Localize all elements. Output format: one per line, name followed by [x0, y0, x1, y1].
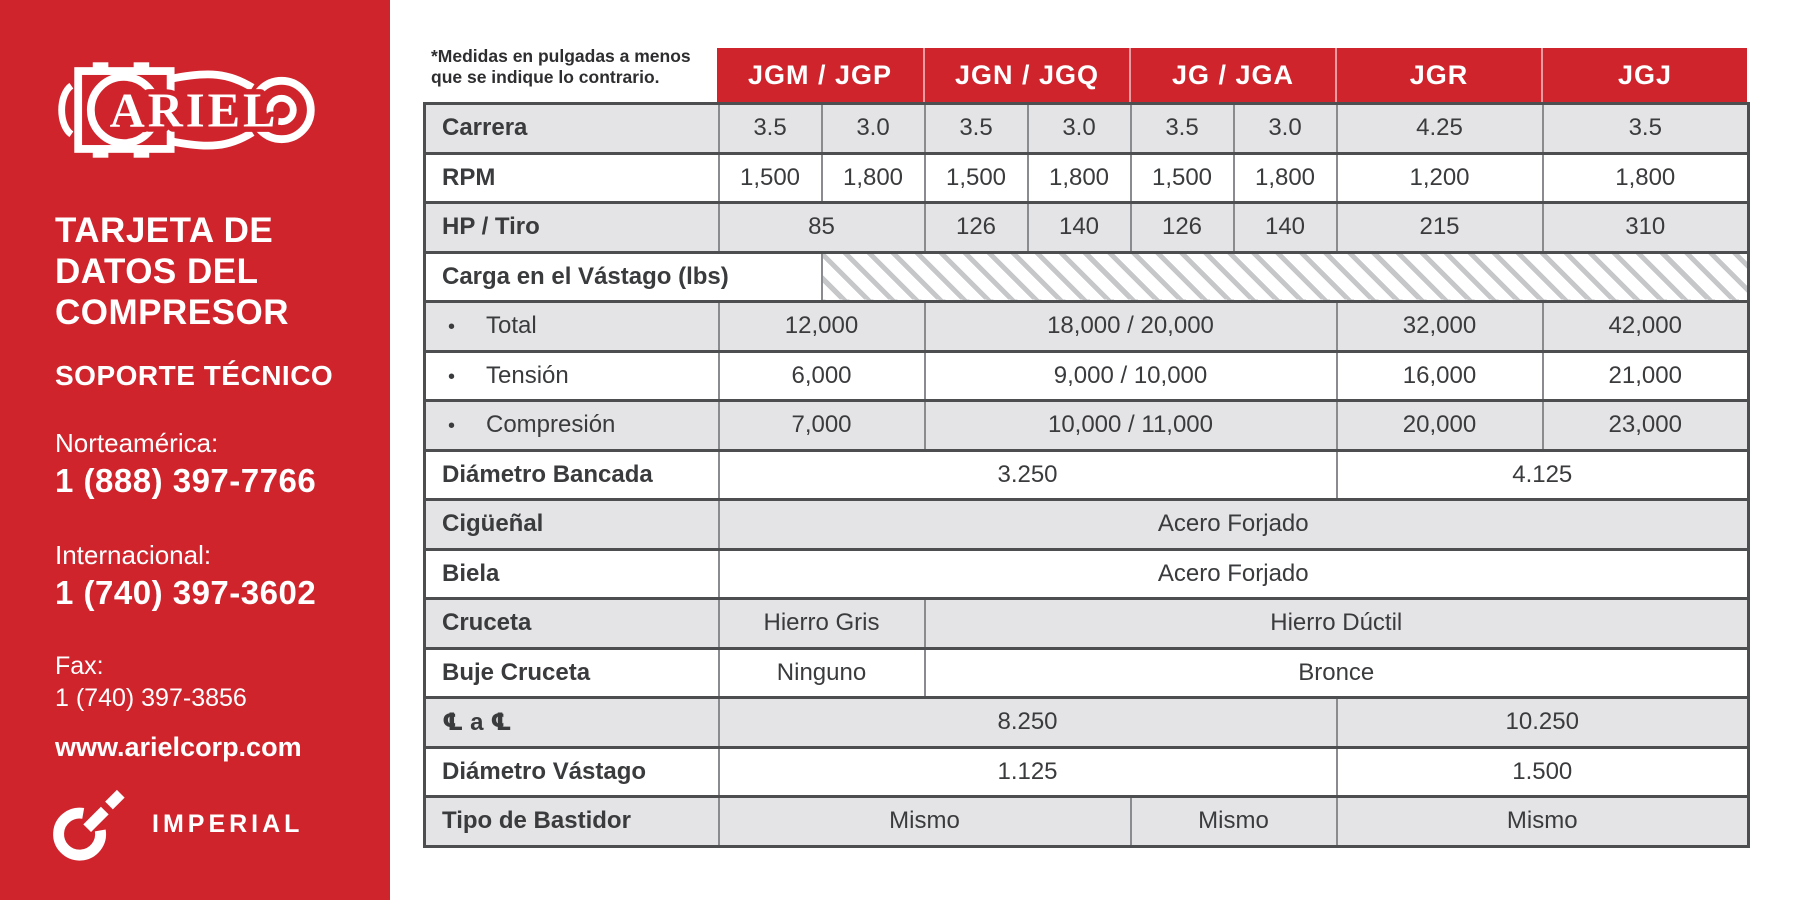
data-cell: 3.5: [719, 104, 822, 154]
sidebar: [0, 0, 390, 900]
data-cell: 310: [1543, 203, 1749, 253]
data-cell: 20,000: [1337, 401, 1543, 451]
page-title-line: DATOS DEL: [55, 252, 259, 291]
table-row: [425, 500, 1749, 550]
row-label: Buje Cruceta: [425, 648, 719, 698]
data-cell: 32,000: [1337, 302, 1543, 352]
page-title: [55, 210, 289, 333]
data-cell: Ninguno: [719, 648, 925, 698]
data-cell: 3.0: [822, 104, 925, 154]
data-cell: 18,000 / 20,000: [925, 302, 1337, 352]
micrometer-icon: [46, 782, 130, 866]
bullet-icon: •: [448, 365, 456, 388]
data-cell: 12,000: [719, 302, 925, 352]
table-row: [425, 599, 1749, 649]
table-row: [425, 351, 1749, 401]
data-cell: 85: [719, 203, 925, 253]
row-label: Carrera: [425, 104, 719, 154]
bullet-icon: •: [448, 316, 456, 339]
row-label: Cigüeñal: [425, 500, 719, 550]
data-cell: 42,000: [1543, 302, 1749, 352]
table-row: [425, 549, 1749, 599]
row-label: ℄ a ℄: [425, 698, 719, 748]
column-header: JGR: [1335, 48, 1541, 102]
fax-label: Fax:: [55, 652, 104, 680]
support-heading: SOPORTE TÉCNICO: [55, 360, 334, 391]
data-cell: Mismo: [1337, 797, 1749, 847]
phone-na-number: 1 (888) 397-7766: [55, 462, 317, 499]
data-cell: 8.250: [719, 698, 1337, 748]
units-note-line: que se indique lo contrario.: [431, 67, 660, 87]
page-title-line: COMPRESOR: [55, 293, 289, 332]
row-label: Biela: [425, 549, 719, 599]
website-url: www.arielcorp.com: [55, 732, 302, 762]
row-label: Diámetro Vástago: [425, 747, 719, 797]
row-label: • Compresión: [425, 401, 719, 451]
data-cell: 3.0: [1234, 104, 1337, 154]
table-row: [425, 450, 1749, 500]
table-row: [425, 747, 1749, 797]
column-header: JG / JGA: [1129, 48, 1335, 102]
data-cell: 140: [1234, 203, 1337, 253]
column-header-row: [717, 48, 1747, 102]
data-cell: 3.0: [1028, 104, 1131, 154]
hatched-cell: [822, 252, 1749, 302]
table-row: [425, 252, 1749, 302]
units-badge: [46, 782, 303, 866]
row-label: Carga en el Vástago (lbs): [425, 252, 822, 302]
data-cell: 140: [1028, 203, 1131, 253]
data-cell: Mismo: [1131, 797, 1337, 847]
units-note-line: *Medidas en pulgadas a menos: [431, 46, 691, 66]
data-cell: 1.125: [719, 747, 1337, 797]
logo-wordmark: ARIEL: [109, 83, 279, 138]
data-cell: 3.250: [719, 450, 1337, 500]
table-row: [425, 302, 1749, 352]
data-cell: 1,800: [1234, 153, 1337, 203]
data-cell: 3.5: [1543, 104, 1749, 154]
data-cell: 10.250: [1337, 698, 1749, 748]
column-header: JGM / JGP: [717, 48, 923, 102]
table-row: [425, 797, 1749, 847]
units-label: IMPERIAL: [152, 809, 304, 838]
data-cell: 1,800: [1028, 153, 1131, 203]
data-cell: 10,000 / 11,000: [925, 401, 1337, 451]
bullet-icon: •: [448, 415, 456, 438]
table-row: [425, 648, 1749, 698]
data-cell: 6,000: [719, 351, 925, 401]
fax-number: 1 (740) 397-3856: [55, 684, 247, 712]
data-cell: Hierro Gris: [719, 599, 925, 649]
data-cell: Acero Forjado: [719, 549, 1749, 599]
column-header: JGN / JGQ: [923, 48, 1129, 102]
data-cell: Hierro Dúctil: [925, 599, 1749, 649]
table-row: [425, 203, 1749, 253]
table-row: [425, 104, 1749, 154]
data-cell: Mismo: [719, 797, 1131, 847]
table-row: [425, 698, 1749, 748]
data-cell: 126: [1131, 203, 1234, 253]
units-note: [431, 46, 717, 88]
phone-intl-number: 1 (740) 397-3602: [55, 574, 317, 611]
row-label: Cruceta: [425, 599, 719, 649]
data-cell: 4.25: [1337, 104, 1543, 154]
data-cell: 16,000: [1337, 351, 1543, 401]
table-row: [425, 401, 1749, 451]
data-cell: 1,800: [1543, 153, 1749, 203]
data-cell: 126: [925, 203, 1028, 253]
row-label: • Total: [425, 302, 719, 352]
row-label: • Tensión: [425, 351, 719, 401]
row-label: HP / Tiro: [425, 203, 719, 253]
phone-na-label: Norteamérica:: [55, 428, 219, 458]
data-cell: 1,500: [925, 153, 1028, 203]
data-cell: Bronce: [925, 648, 1749, 698]
row-label: Tipo de Bastidor: [425, 797, 719, 847]
data-cell: 9,000 / 10,000: [925, 351, 1337, 401]
data-cell: 215: [1337, 203, 1543, 253]
column-header: JGJ: [1541, 48, 1747, 102]
phone-intl-label: Internacional:: [55, 540, 212, 570]
data-cell: 23,000: [1543, 401, 1749, 451]
ariel-logo: [48, 42, 340, 178]
row-label: Diámetro Bancada: [425, 450, 719, 500]
data-cell: Acero Forjado: [719, 500, 1749, 550]
data-cell: 1.500: [1337, 747, 1749, 797]
data-cell: 7,000: [719, 401, 925, 451]
page-title-line: TARJETA DE: [55, 211, 274, 250]
data-cell: 1,500: [719, 153, 822, 203]
data-cell: 3.5: [1131, 104, 1234, 154]
spec-table: [423, 102, 1750, 848]
data-cell: 3.5: [925, 104, 1028, 154]
data-cell: 1,500: [1131, 153, 1234, 203]
logo-left-arc: [62, 86, 72, 135]
data-cell: 1,200: [1337, 153, 1543, 203]
table-row: [425, 153, 1749, 203]
data-cell: 21,000: [1543, 351, 1749, 401]
data-cell: 1,800: [822, 153, 925, 203]
data-cell: 4.125: [1337, 450, 1749, 500]
row-label: RPM: [425, 153, 719, 203]
